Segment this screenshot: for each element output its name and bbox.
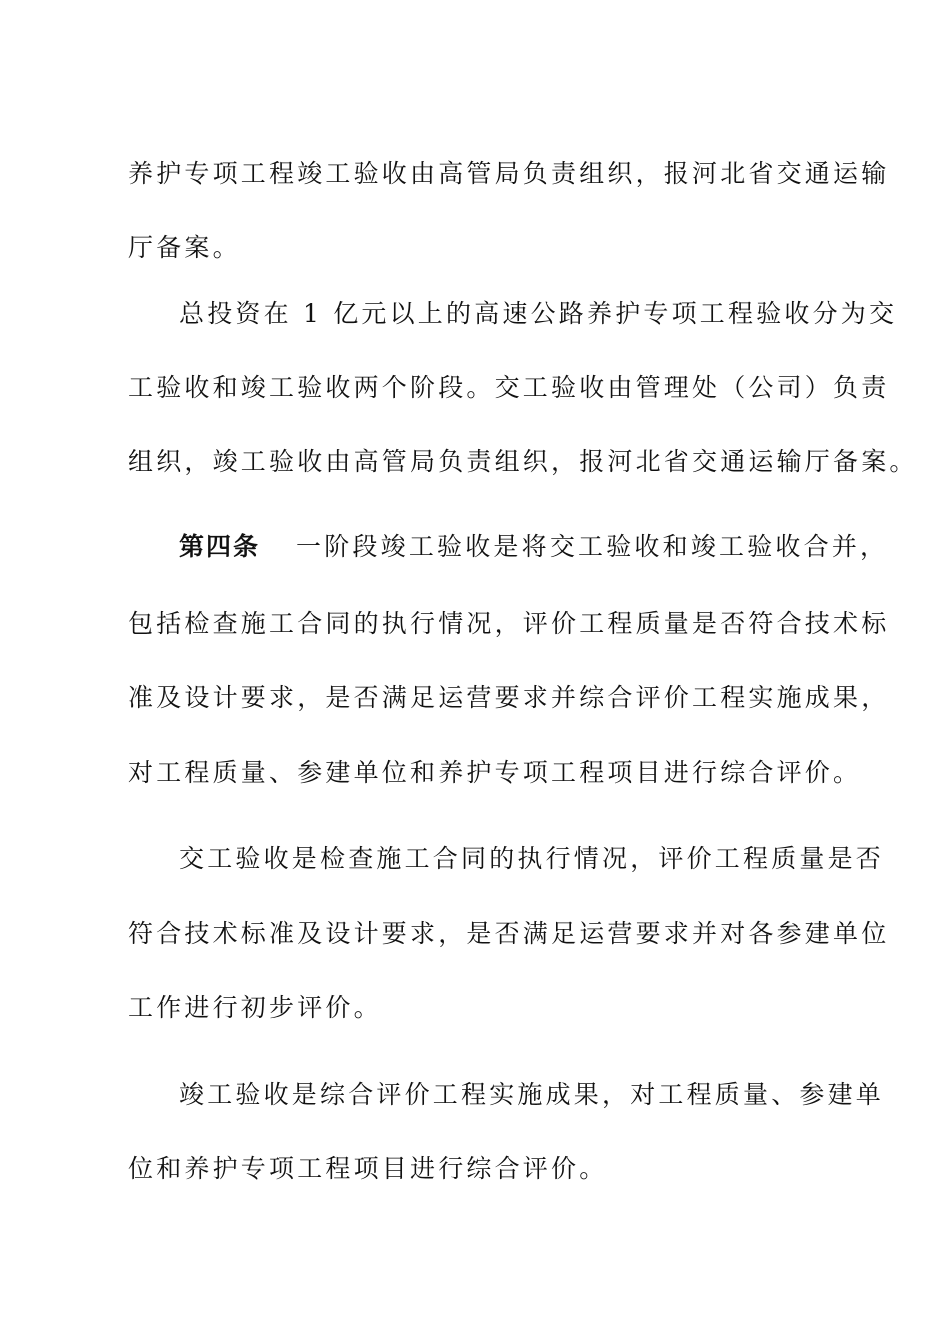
paragraph-5-line-1: 竣工验收是综合评价工程实施成果，对工程质量、参建单 [179, 1080, 885, 1109]
paragraph-4-line-2: 符合技术标准及设计要求，是否满足运营要求并对各参建单位 [128, 919, 890, 948]
article-4-line-4: 对工程质量、参建单位和养护专项工程项目进行综合评价。 [128, 758, 862, 787]
paragraph-1-line-2: 厅备案。 [128, 233, 241, 262]
article-4-text: 一阶段竣工验收是将交工验收和竣工验收合并， [296, 532, 889, 561]
article-4-line-3: 准及设计要求，是否满足运营要求并综合评价工程实施成果， [128, 683, 890, 712]
paragraph-1-line-1: 养护专项工程竣工验收由高管局负责组织，报河北省交通运输 [128, 159, 890, 188]
paragraph-2-line-2: 工验收和竣工验收两个阶段。交工验收由管理处（公司）负责 [128, 373, 890, 402]
paragraph-2-line-3: 组织，竣工验收由高管局负责组织，报河北省交通运输厅备案。 [128, 447, 918, 476]
article-4-line-1 [179, 531, 889, 563]
paragraph-4-line-1: 交工验收是检查施工合同的执行情况，评价工程质量是否 [179, 844, 885, 873]
paragraph-5-line-2: 位和养护专项工程项目进行综合评价。 [128, 1154, 608, 1183]
paragraph-2-line-1: 总投资在 1 亿元以上的高速公路养护专项工程验收分为交 [179, 299, 898, 328]
article-4-line-2: 包括检查施工合同的执行情况，评价工程质量是否符合技术标 [128, 609, 890, 638]
article-4-title: 第四条 [179, 532, 261, 561]
paragraph-4-line-3: 工作进行初步评价。 [128, 993, 382, 1022]
